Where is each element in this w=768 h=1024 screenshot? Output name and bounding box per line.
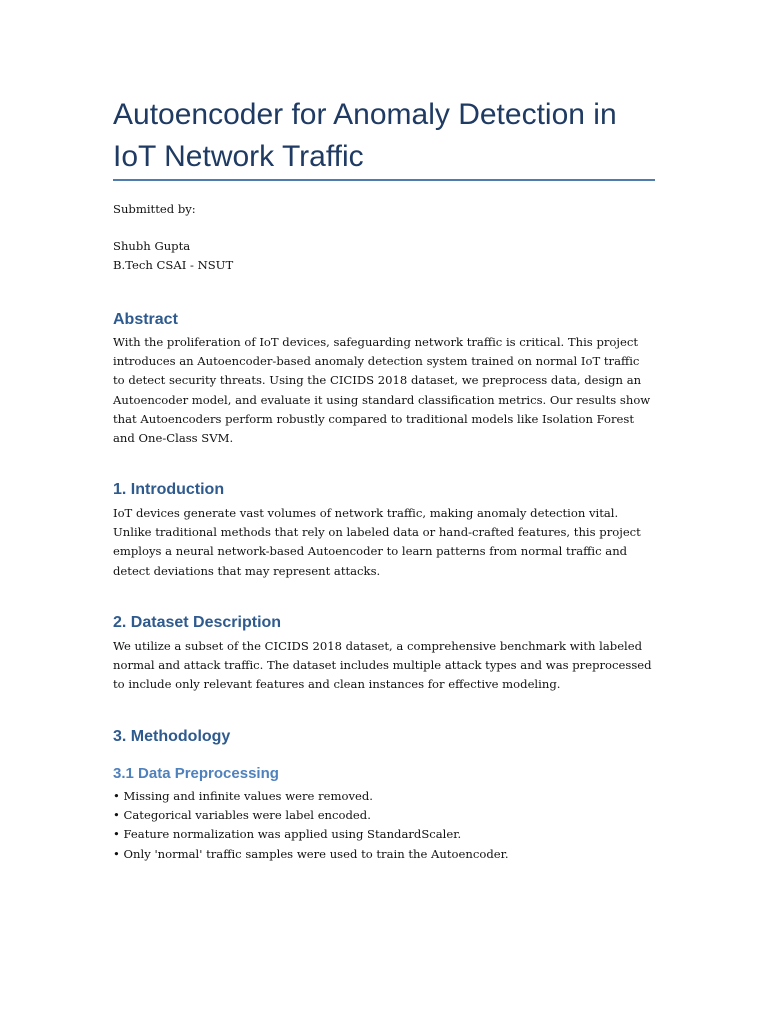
dataset-paragraph xyxy=(113,637,652,695)
preprocessing-list xyxy=(113,787,509,864)
abstract-paragraph xyxy=(113,333,650,448)
methodology-heading: 3. Methodology xyxy=(113,728,231,745)
text-line: We utilize a subset of the CICIDS 2018 dataset, a comprehensive benchmark with labeled xyxy=(113,639,643,653)
text-line: employs a neural network-based Autoencoder to learn patterns from normal traffic and xyxy=(113,544,628,559)
list-item: • Only 'normal' traffic samples were used to train the Autoencoder. xyxy=(113,846,509,861)
author-affiliation: B.Tech CSAI - NSUT xyxy=(113,258,234,272)
text-line: normal and attack traffic. The dataset includes multiple attack types and was preprocessed xyxy=(113,658,652,673)
title-line: Autoencoder for Anomaly Detection in xyxy=(113,98,617,131)
text-line: that Autoencoders perform robustly compared to traditional models like Isolation Forest xyxy=(113,411,635,426)
list-item: • Missing and infinite values were removed. xyxy=(113,789,373,803)
title-divider xyxy=(113,179,655,181)
dataset-heading: 2. Dataset Description xyxy=(113,614,282,631)
introduction-paragraph xyxy=(113,504,641,581)
submitted-by-label: Submitted by: xyxy=(113,202,196,216)
abstract-heading: Abstract xyxy=(113,311,178,328)
text-line: detect deviations that may represent attacks. xyxy=(113,563,381,578)
text-line: IoT devices generate vast volumes of network traffic, making anomaly detection vital. xyxy=(113,506,619,520)
author-name: Shubh Gupta xyxy=(113,239,191,253)
list-item: • Categorical variables were label encoded. xyxy=(113,808,371,823)
document-title xyxy=(113,94,617,178)
text-line: and One-Class SVM. xyxy=(113,431,234,446)
text-line: introduces an Autoencoder-based anomaly detection system trained on normal IoT traffic xyxy=(113,354,640,369)
text-line: Unlike traditional methods that rely on labeled data or hand-crafted features, this project xyxy=(113,525,641,540)
text-line: to detect security threats. Using the CICIDS 2018 dataset, we preprocess data, design an xyxy=(113,373,642,388)
title-line: IoT Network Traffic xyxy=(113,140,364,173)
text-line: Autoencoder model, and evaluate it using standard classification metrics. Our results show xyxy=(113,392,651,407)
text-line: to include only relevant features and clean instances for effective modeling. xyxy=(113,677,561,692)
list-item: • Feature normalization was applied using StandardScaler. xyxy=(113,827,462,842)
text-line: With the proliferation of IoT devices, safeguarding network traffic is critical. This project xyxy=(113,335,638,349)
preprocessing-heading: 3.1 Data Preprocessing xyxy=(113,765,279,782)
introduction-heading: 1. Introduction xyxy=(113,481,225,498)
